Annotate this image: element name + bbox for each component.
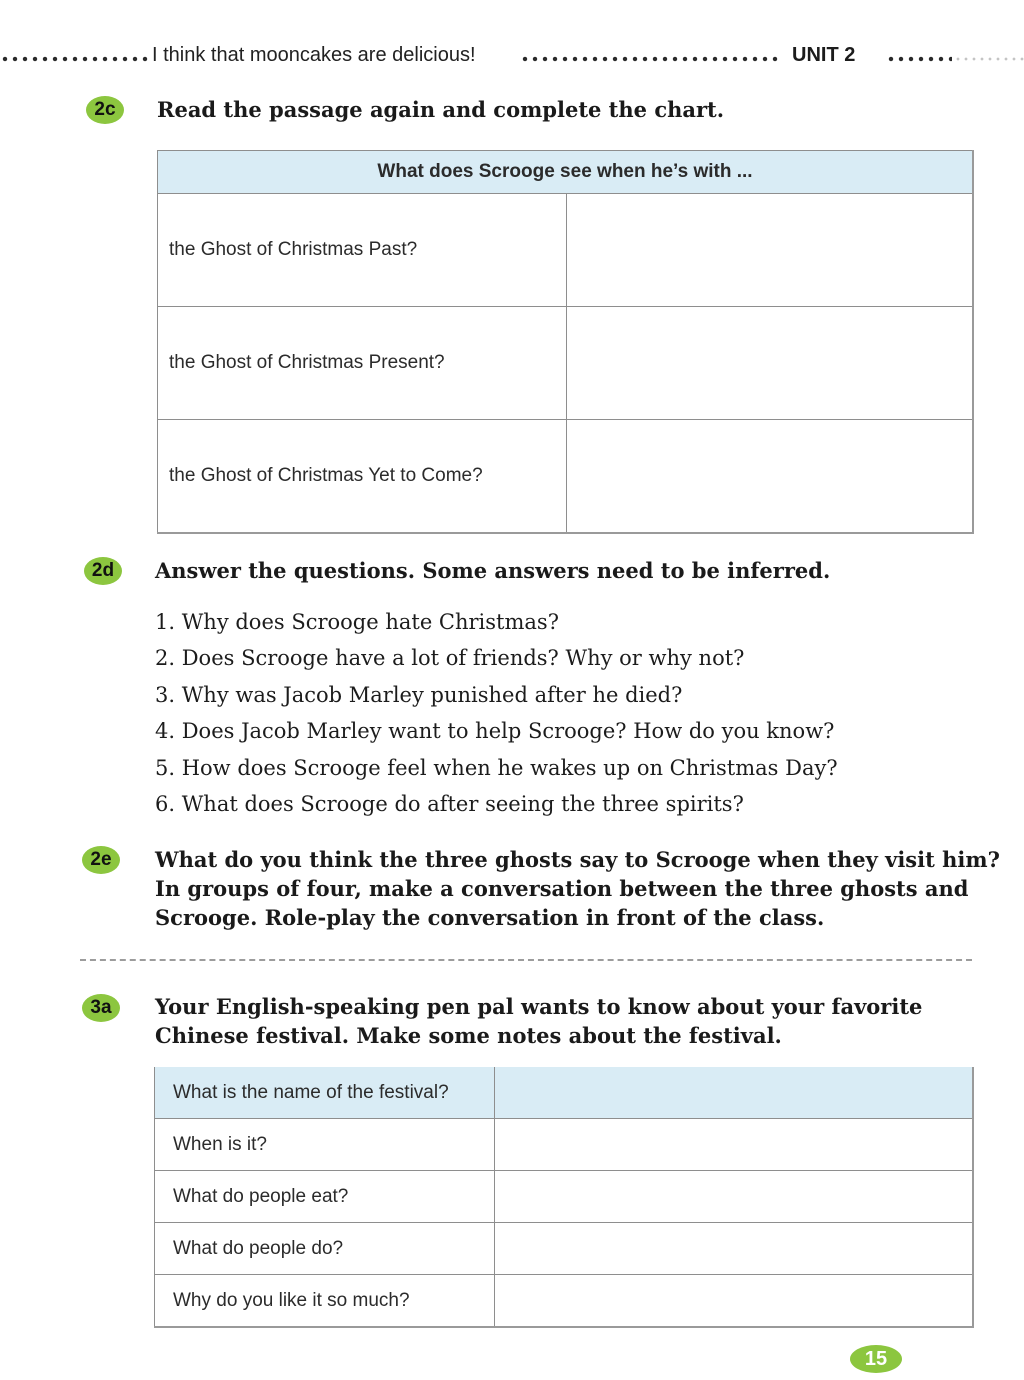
- header-dots-left: [0, 56, 148, 62]
- row-question: the Ghost of Christmas Present?: [158, 307, 567, 420]
- festival-notes-chart: [154, 1067, 974, 1328]
- section-badge-2d: 2d: [84, 557, 122, 585]
- section-badge-3a: 3a: [82, 994, 120, 1022]
- row-question: Why do you like it so much?: [155, 1275, 495, 1328]
- section-badge-2c: 2c: [86, 96, 124, 124]
- table-row: [155, 1119, 974, 1171]
- answer-cell[interactable]: [495, 1171, 974, 1223]
- table-row: [155, 1275, 974, 1328]
- chart-header-row: [158, 151, 974, 194]
- question-item: 4. Does Jacob Marley want to help Scrooge? How do you know?: [155, 719, 835, 744]
- table-row: [155, 1067, 974, 1119]
- question-list: [155, 604, 838, 822]
- question-item: 6. What does Scrooge do after seeing the three spirits?: [155, 792, 744, 817]
- question-item: 1. Why does Scrooge hate Christmas?: [155, 610, 559, 634]
- answer-cell[interactable]: [567, 420, 974, 534]
- row-question: What do people eat?: [155, 1171, 495, 1223]
- instruction-3a: [155, 992, 922, 1050]
- question-item: 3. Why was Jacob Marley punished after he died?: [155, 682, 683, 707]
- answer-cell[interactable]: [495, 1275, 974, 1328]
- row-question: What is the name of the festival?: [155, 1067, 495, 1119]
- instruction-2c: Read the passage again and complete the chart.: [157, 97, 725, 122]
- table-row: [155, 1223, 974, 1275]
- answer-cell[interactable]: [495, 1067, 974, 1119]
- question-item: 2. Does Scrooge have a lot of friends? Why or why not?: [155, 646, 745, 671]
- answer-cell[interactable]: [567, 307, 974, 420]
- row-question: When is it?: [155, 1119, 495, 1171]
- header-title: I think that mooncakes are delicious!: [152, 44, 476, 66]
- instruction-line: Scrooge. Role-play the conversation in front of the class.: [155, 905, 825, 930]
- answer-cell[interactable]: [495, 1119, 974, 1171]
- row-question: the Ghost of Christmas Yet to Come?: [158, 420, 567, 534]
- table-row: [158, 307, 974, 420]
- unit-label: UNIT 2: [792, 44, 856, 66]
- header-dots-right: [886, 56, 952, 62]
- section-badge-2e: 2e: [82, 846, 120, 874]
- instruction-line: Chinese festival. Make some notes about the festival.: [155, 1023, 782, 1048]
- table-row: [158, 420, 974, 534]
- row-question: the Ghost of Christmas Past?: [158, 194, 567, 307]
- header-dots-middle: [520, 56, 778, 62]
- section-divider: [80, 959, 972, 961]
- question-item: 5. How does Scrooge feel when he wakes up on Christmas Day?: [155, 755, 838, 780]
- instruction-2e: [155, 845, 1000, 932]
- instruction-line: What do you think the three ghosts say to Scrooge when they visit him?: [155, 847, 1000, 872]
- row-question: What do people do?: [155, 1223, 495, 1275]
- table-row: [155, 1171, 974, 1223]
- answer-cell[interactable]: [495, 1223, 974, 1275]
- page-number: 15: [850, 1345, 902, 1373]
- scrooge-chart: [157, 150, 974, 534]
- chart-header: What does Scrooge see when he’s with ...: [158, 151, 974, 194]
- instruction-line: Your English-speaking pen pal wants to know about your favorite: [155, 994, 923, 1019]
- instruction-2d: Answer the questions. Some answers need to be inferred.: [155, 558, 831, 583]
- table-row: [158, 194, 974, 307]
- running-header: [0, 44, 1024, 72]
- header-dots-fade: [954, 56, 1024, 62]
- instruction-line: In groups of four, make a conversation between the three ghosts and: [155, 876, 969, 901]
- answer-cell[interactable]: [567, 194, 974, 307]
